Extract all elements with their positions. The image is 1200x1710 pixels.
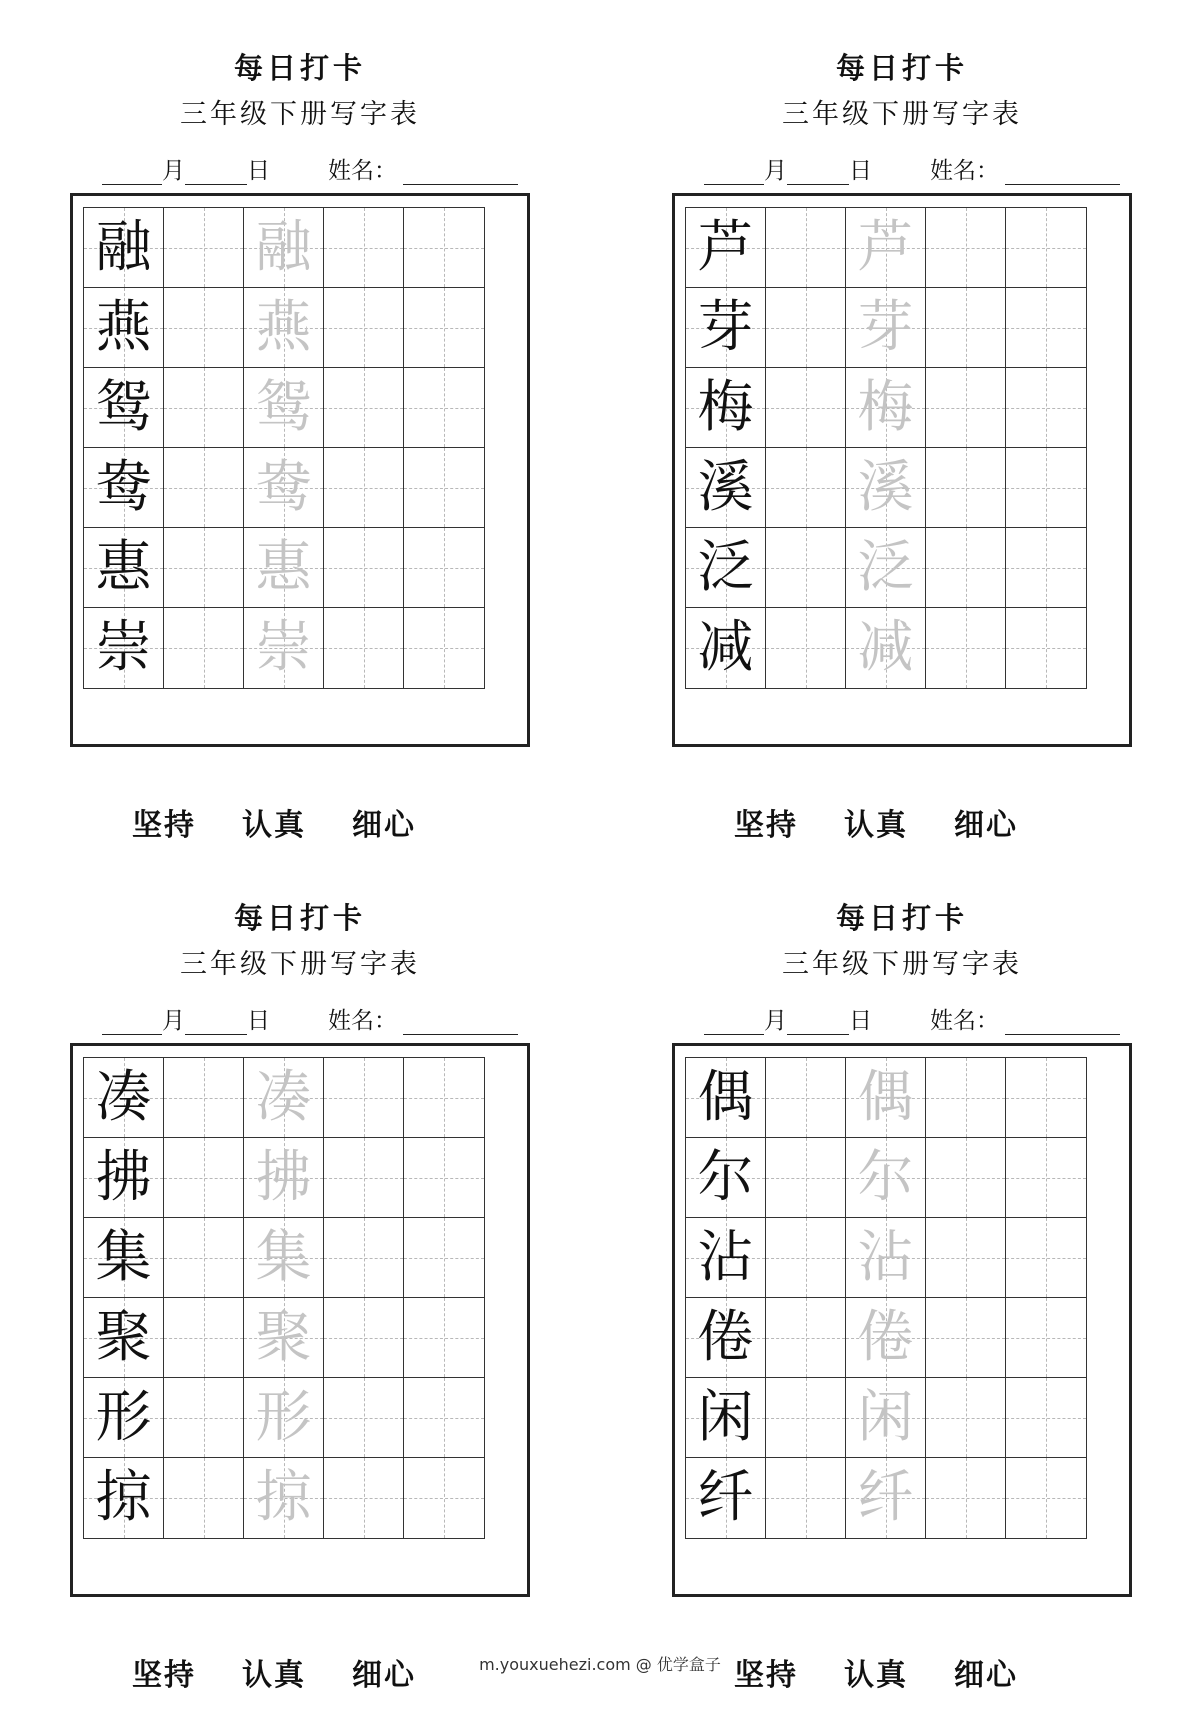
grid-cell[interactable] xyxy=(244,608,324,688)
grid-cell[interactable] xyxy=(404,288,484,368)
grid-row xyxy=(84,448,484,528)
grid-cell[interactable] xyxy=(244,1458,324,1538)
grid-row xyxy=(686,1058,1086,1138)
trace-character: 惠 xyxy=(255,534,312,600)
model-character: 凑 xyxy=(95,1064,152,1130)
grid-cell xyxy=(84,448,164,528)
day-label: 日 xyxy=(247,158,270,184)
trace-character: 形 xyxy=(255,1384,312,1450)
grid-row xyxy=(84,1298,484,1378)
day-blank[interactable] xyxy=(185,160,247,185)
month-label: 月 xyxy=(162,158,185,184)
grid-cell[interactable] xyxy=(324,1218,404,1298)
model-character: 芦 xyxy=(697,214,754,280)
trace-character: 燕 xyxy=(255,294,312,360)
grid-cell[interactable] xyxy=(404,1138,484,1218)
writing-grid xyxy=(685,1057,1087,1539)
month-label: 月 xyxy=(764,1008,787,1034)
grid-cell xyxy=(84,1058,164,1138)
grid-cell[interactable] xyxy=(244,528,324,608)
grid-cell[interactable] xyxy=(324,208,404,288)
grid-cell[interactable] xyxy=(244,1058,324,1138)
grid-row xyxy=(84,208,484,288)
grid-row xyxy=(686,208,1086,288)
grid-cell[interactable] xyxy=(926,528,1006,608)
name-blank[interactable] xyxy=(403,1010,518,1035)
grid-cell xyxy=(686,1218,766,1298)
name-blank[interactable] xyxy=(1005,160,1120,185)
grid-cell[interactable] xyxy=(766,1058,846,1138)
model-character: 梅 xyxy=(697,374,754,440)
grid-cell[interactable] xyxy=(164,1458,244,1538)
grid-cell[interactable] xyxy=(324,288,404,368)
grid-row xyxy=(686,608,1086,688)
grid-row xyxy=(84,368,484,448)
month-blank[interactable] xyxy=(704,1010,764,1035)
grid-cell xyxy=(686,528,766,608)
grid-cell[interactable] xyxy=(164,1058,244,1138)
grid-row xyxy=(686,1378,1086,1458)
model-character: 聚 xyxy=(95,1304,152,1370)
grid-cell[interactable] xyxy=(164,1138,244,1218)
grid-cell[interactable] xyxy=(766,528,846,608)
motto-word: 坚持 xyxy=(132,808,196,843)
grid-cell[interactable] xyxy=(404,1458,484,1538)
grid-cell[interactable] xyxy=(1006,448,1086,528)
writing-grid-frame xyxy=(672,1043,1132,1597)
grid-cell[interactable] xyxy=(244,1138,324,1218)
panel-subtitle: 三年级下册写字表 xyxy=(782,949,1022,980)
model-character: 溪 xyxy=(697,454,754,520)
grid-cell xyxy=(686,1378,766,1458)
motto-word: 细心 xyxy=(352,1658,416,1693)
grid-cell[interactable] xyxy=(404,1058,484,1138)
grid-cell[interactable] xyxy=(846,1138,926,1218)
model-character: 形 xyxy=(95,1384,152,1450)
grid-cell[interactable] xyxy=(244,208,324,288)
grid-row xyxy=(84,1378,484,1458)
motto-word: 认真 xyxy=(844,1658,908,1693)
worksheet-panel xyxy=(50,40,550,860)
month-blank[interactable] xyxy=(102,1010,162,1035)
motto-word: 细心 xyxy=(352,808,416,843)
model-character: 纤 xyxy=(697,1465,754,1530)
panel-title: 每日打卡 xyxy=(835,51,968,85)
grid-row xyxy=(84,1458,484,1538)
grid-cell xyxy=(686,1138,766,1218)
grid-cell[interactable] xyxy=(846,288,926,368)
grid-row xyxy=(686,528,1086,608)
motto-word: 认真 xyxy=(242,808,306,843)
grid-cell[interactable] xyxy=(926,1298,1006,1378)
grid-cell[interactable] xyxy=(244,448,324,528)
name-blank[interactable] xyxy=(403,160,518,185)
model-character: 沾 xyxy=(697,1224,754,1290)
name-label: 姓名： xyxy=(328,1008,397,1034)
grid-cell xyxy=(84,528,164,608)
grid-cell xyxy=(686,608,766,688)
grid-cell[interactable] xyxy=(846,1298,926,1378)
grid-cell xyxy=(84,608,164,688)
grid-row xyxy=(686,1218,1086,1298)
trace-character: 闲 xyxy=(857,1384,914,1450)
trace-character: 拂 xyxy=(255,1144,312,1210)
grid-cell[interactable] xyxy=(766,1378,846,1458)
grid-cell[interactable] xyxy=(244,368,324,448)
motto-word: 认真 xyxy=(844,808,908,843)
grid-cell[interactable] xyxy=(846,448,926,528)
grid-cell xyxy=(686,1298,766,1378)
grid-cell[interactable] xyxy=(164,448,244,528)
grid-cell[interactable] xyxy=(164,1298,244,1378)
grid-cell[interactable] xyxy=(926,608,1006,688)
grid-cell[interactable] xyxy=(926,1378,1006,1458)
grid-cell xyxy=(84,1138,164,1218)
trace-character: 芦 xyxy=(857,214,914,280)
grid-cell[interactable] xyxy=(324,1138,404,1218)
trace-character: 融 xyxy=(255,214,312,280)
model-character: 集 xyxy=(95,1224,152,1290)
grid-cell[interactable] xyxy=(766,1138,846,1218)
model-character: 芽 xyxy=(697,294,754,360)
grid-cell[interactable] xyxy=(404,208,484,288)
grid-cell[interactable] xyxy=(1006,288,1086,368)
grid-cell[interactable] xyxy=(926,1218,1006,1298)
trace-character: 偶 xyxy=(857,1064,914,1130)
grid-cell[interactable] xyxy=(846,528,926,608)
grid-cell[interactable] xyxy=(1006,208,1086,288)
grid-cell[interactable] xyxy=(846,1218,926,1298)
grid-cell[interactable] xyxy=(404,608,484,688)
grid-cell[interactable] xyxy=(164,1378,244,1458)
model-character: 闲 xyxy=(697,1384,754,1450)
motto-word: 细心 xyxy=(954,1658,1018,1693)
name-label: 姓名： xyxy=(930,158,999,184)
grid-cell[interactable] xyxy=(324,1058,404,1138)
worksheet-panel xyxy=(50,890,550,1710)
model-character: 拂 xyxy=(95,1144,152,1210)
grid-cell[interactable] xyxy=(1006,1378,1086,1458)
month-blank[interactable] xyxy=(102,160,162,185)
grid-cell xyxy=(84,1298,164,1378)
writing-grid-frame xyxy=(70,193,530,747)
name-blank[interactable] xyxy=(1005,1010,1120,1035)
model-character: 减 xyxy=(697,615,754,680)
name-label: 姓名： xyxy=(930,1008,999,1034)
grid-cell xyxy=(84,368,164,448)
trace-character: 鸯 xyxy=(255,454,312,520)
month-label: 月 xyxy=(764,158,787,184)
grid-cell[interactable] xyxy=(324,528,404,608)
date-name-line xyxy=(704,152,1144,184)
grid-cell[interactable] xyxy=(846,208,926,288)
grid-cell[interactable] xyxy=(244,1378,324,1458)
date-name-line xyxy=(102,152,542,184)
trace-character: 倦 xyxy=(857,1304,914,1370)
date-name-line xyxy=(704,1002,1144,1034)
grid-cell[interactable] xyxy=(324,1298,404,1378)
model-character: 泛 xyxy=(697,534,754,600)
grid-cell[interactable] xyxy=(244,1218,324,1298)
grid-cell[interactable] xyxy=(926,208,1006,288)
motto-word: 细心 xyxy=(954,808,1018,843)
day-blank[interactable] xyxy=(787,160,849,185)
trace-character: 掠 xyxy=(255,1465,312,1530)
grid-cell xyxy=(686,448,766,528)
month-label: 月 xyxy=(162,1008,185,1034)
trace-character: 纤 xyxy=(857,1465,914,1530)
grid-cell[interactable] xyxy=(766,448,846,528)
name-label: 姓名： xyxy=(328,158,397,184)
grid-cell[interactable] xyxy=(244,1298,324,1378)
grid-cell[interactable] xyxy=(404,368,484,448)
day-label: 日 xyxy=(247,1008,270,1034)
grid-cell[interactable] xyxy=(846,1458,926,1538)
grid-cell[interactable] xyxy=(324,448,404,528)
grid-cell[interactable] xyxy=(846,1378,926,1458)
trace-character: 芽 xyxy=(857,294,914,360)
grid-row xyxy=(84,528,484,608)
grid-cell xyxy=(686,288,766,368)
panel-title: 每日打卡 xyxy=(233,51,366,85)
grid-cell xyxy=(84,1218,164,1298)
writing-grid-frame xyxy=(672,193,1132,747)
grid-cell[interactable] xyxy=(404,448,484,528)
motto-word: 坚持 xyxy=(734,1658,798,1693)
trace-character: 集 xyxy=(255,1224,312,1290)
grid-cell[interactable] xyxy=(766,1458,846,1538)
day-label: 日 xyxy=(849,1008,872,1034)
panel-title: 每日打卡 xyxy=(233,901,366,935)
day-blank[interactable] xyxy=(185,1010,247,1035)
grid-cell[interactable] xyxy=(846,1058,926,1138)
grid-cell[interactable] xyxy=(926,1458,1006,1538)
grid-row xyxy=(84,1138,484,1218)
grid-cell[interactable] xyxy=(766,208,846,288)
model-character: 惠 xyxy=(95,534,152,600)
grid-cell[interactable] xyxy=(164,1218,244,1298)
writing-grid xyxy=(83,207,485,689)
grid-cell[interactable] xyxy=(846,608,926,688)
model-character: 燕 xyxy=(95,294,152,360)
grid-cell[interactable] xyxy=(1006,1058,1086,1138)
model-character: 鸳 xyxy=(95,374,152,440)
trace-character: 尔 xyxy=(857,1144,914,1210)
trace-character: 溪 xyxy=(857,454,914,520)
grid-cell[interactable] xyxy=(404,1378,484,1458)
grid-cell[interactable] xyxy=(1006,1458,1086,1538)
grid-row xyxy=(686,288,1086,368)
grid-cell xyxy=(686,1058,766,1138)
trace-character: 聚 xyxy=(255,1304,312,1370)
grid-cell[interactable] xyxy=(766,1298,846,1378)
model-character: 掠 xyxy=(95,1465,152,1530)
grid-cell[interactable] xyxy=(766,608,846,688)
day-label: 日 xyxy=(849,158,872,184)
date-name-line xyxy=(102,1002,542,1034)
grid-cell[interactable] xyxy=(164,608,244,688)
grid-cell[interactable] xyxy=(324,368,404,448)
grid-cell[interactable] xyxy=(244,288,324,368)
trace-character: 减 xyxy=(857,615,914,680)
model-character: 鸯 xyxy=(95,454,152,520)
grid-cell xyxy=(84,288,164,368)
motto-word: 坚持 xyxy=(132,1658,196,1693)
grid-cell[interactable] xyxy=(324,1378,404,1458)
grid-cell xyxy=(84,208,164,288)
grid-cell[interactable] xyxy=(324,1458,404,1538)
grid-cell[interactable] xyxy=(766,368,846,448)
model-character: 偶 xyxy=(697,1064,754,1130)
grid-cell[interactable] xyxy=(164,368,244,448)
grid-cell[interactable] xyxy=(926,288,1006,368)
trace-character: 鸳 xyxy=(255,374,312,440)
grid-row xyxy=(686,1298,1086,1378)
grid-cell[interactable] xyxy=(926,1058,1006,1138)
model-character: 倦 xyxy=(697,1304,754,1370)
panel-subtitle: 三年级下册写字表 xyxy=(180,99,420,130)
trace-character: 梅 xyxy=(857,374,914,440)
grid-cell[interactable] xyxy=(926,1138,1006,1218)
grid-cell[interactable] xyxy=(164,528,244,608)
grid-cell[interactable] xyxy=(324,608,404,688)
trace-character: 崇 xyxy=(255,615,312,680)
month-blank[interactable] xyxy=(704,160,764,185)
grid-row xyxy=(686,448,1086,528)
grid-cell[interactable] xyxy=(164,288,244,368)
model-character: 崇 xyxy=(95,615,152,680)
grid-cell[interactable] xyxy=(404,1298,484,1378)
grid-cell[interactable] xyxy=(1006,1138,1086,1218)
panel-subtitle: 三年级下册写字表 xyxy=(180,949,420,980)
grid-row xyxy=(84,288,484,368)
grid-cell[interactable] xyxy=(1006,1218,1086,1298)
grid-cell[interactable] xyxy=(1006,1298,1086,1378)
grid-cell[interactable] xyxy=(404,528,484,608)
grid-cell[interactable] xyxy=(926,448,1006,528)
motto-word: 认真 xyxy=(242,1658,306,1693)
grid-cell[interactable] xyxy=(1006,368,1086,448)
grid-row xyxy=(686,368,1086,448)
worksheet-panel xyxy=(652,40,1152,860)
grid-cell[interactable] xyxy=(926,368,1006,448)
panel-title: 每日打卡 xyxy=(835,901,968,935)
grid-cell xyxy=(84,1458,164,1538)
grid-row xyxy=(84,1218,484,1298)
grid-cell[interactable] xyxy=(1006,528,1086,608)
footer-credit: m.youxuehezi.com @ 优学盒子 xyxy=(479,1655,721,1674)
grid-cell xyxy=(686,1458,766,1538)
trace-character: 泛 xyxy=(857,534,914,600)
writing-grid xyxy=(83,1057,485,1539)
writing-grid-frame xyxy=(70,1043,530,1597)
grid-cell xyxy=(84,1378,164,1458)
grid-row xyxy=(686,1458,1086,1538)
grid-cell[interactable] xyxy=(164,208,244,288)
grid-cell[interactable] xyxy=(766,1218,846,1298)
day-blank[interactable] xyxy=(787,1010,849,1035)
trace-character: 凑 xyxy=(255,1064,312,1130)
grid-cell xyxy=(686,208,766,288)
grid-cell[interactable] xyxy=(1006,608,1086,688)
grid-row xyxy=(686,1138,1086,1218)
grid-row xyxy=(84,1058,484,1138)
grid-row xyxy=(84,608,484,688)
grid-cell[interactable] xyxy=(766,288,846,368)
model-character: 尔 xyxy=(697,1144,754,1210)
motto-word: 坚持 xyxy=(734,808,798,843)
writing-grid xyxy=(685,207,1087,689)
trace-character: 沾 xyxy=(857,1224,914,1290)
panel-subtitle: 三年级下册写字表 xyxy=(782,99,1022,130)
grid-cell[interactable] xyxy=(404,1218,484,1298)
grid-cell[interactable] xyxy=(846,368,926,448)
worksheet-panel xyxy=(652,890,1152,1710)
model-character: 融 xyxy=(95,214,152,280)
grid-cell xyxy=(686,368,766,448)
